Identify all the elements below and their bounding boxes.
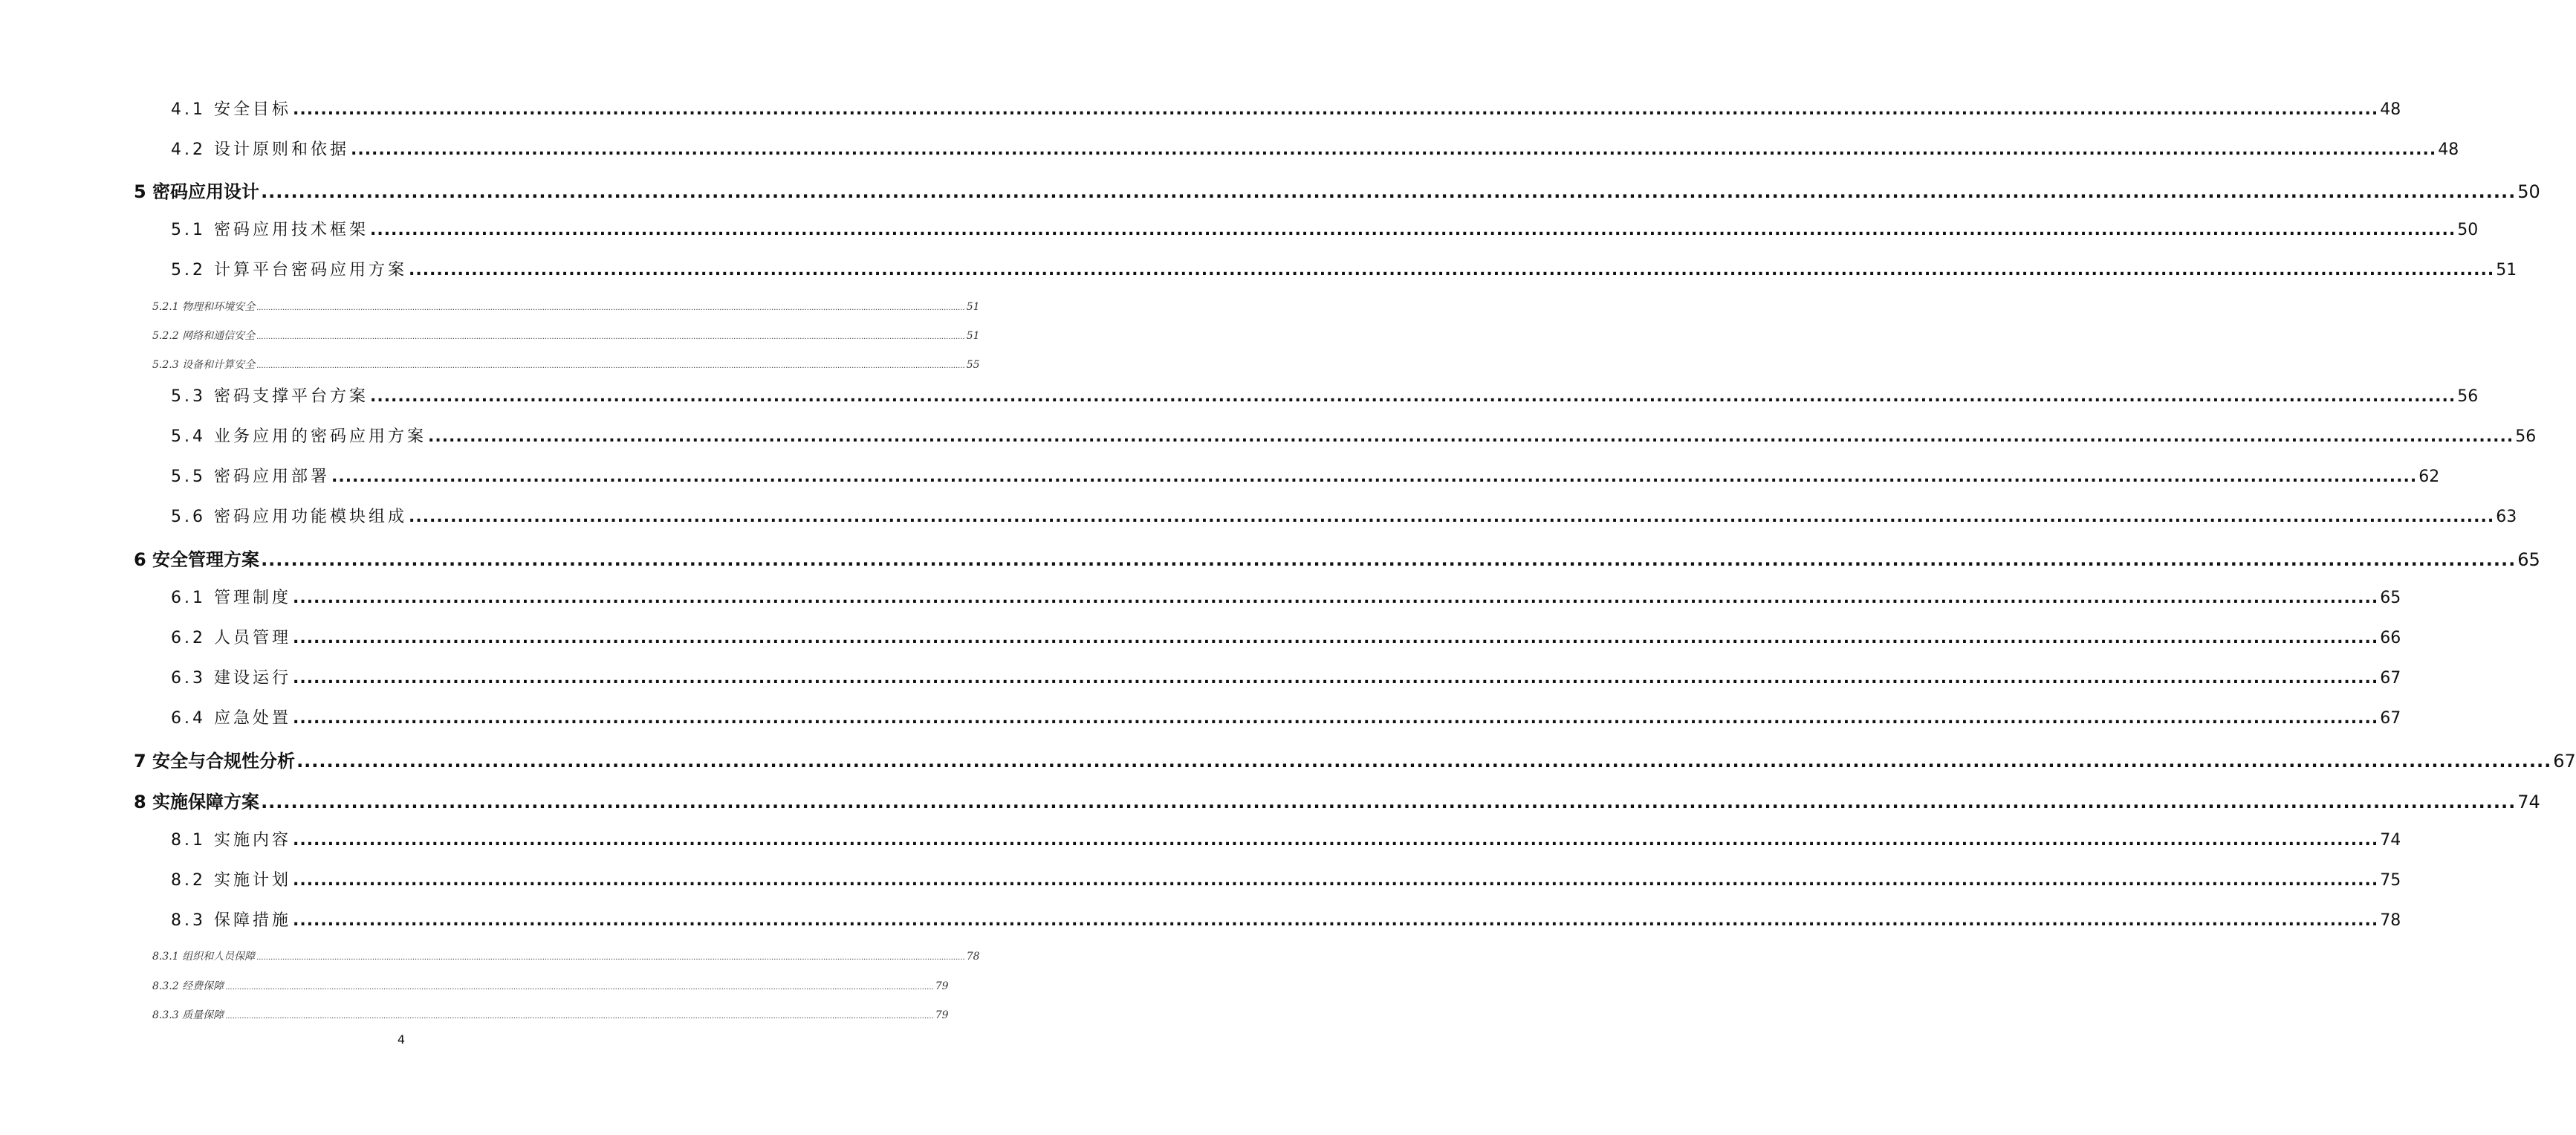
toc-entry-page: 51	[2496, 261, 2517, 279]
toc-entry-label: 5.2.2 网络和通信安全	[152, 330, 256, 342]
toc-entry[interactable]	[134, 177, 2540, 202]
toc-entry[interactable]	[171, 137, 2459, 161]
toc-entry-label: 4.2 设计原则和依据	[171, 140, 349, 159]
toc-entry-label: 8.3.3 质量保障	[152, 1009, 224, 1021]
dot-leader: ............................................................................................................................................................................................................................................................................................................	[369, 221, 2456, 239]
toc-entry-page: 67	[2553, 751, 2576, 772]
dot-leader: ............................................................................................................................................................................................................................................................................................................	[408, 508, 2495, 526]
toc-entry-label: 6.2 人员管理	[171, 629, 291, 647]
dot-leader: ............................................................................................................................................................................................................................................................................................................	[261, 181, 2517, 202]
toc-entry-page: 56	[2457, 387, 2479, 406]
toc-entry-page: 75	[2380, 871, 2401, 890]
toc-entry-page: 55	[966, 359, 980, 371]
dot-leader: ............................................................................................................................................................................................................................................................................................................	[292, 629, 2379, 647]
toc-entry[interactable]	[134, 746, 2576, 772]
toc-entry-page: 51	[966, 301, 980, 313]
toc-entry[interactable]	[171, 585, 2401, 609]
dot-leader: ............................................................................................................................................................................................................................................................................................................	[296, 751, 2552, 772]
toc-entry[interactable]	[134, 545, 2540, 570]
toc-entry-label: 8 实施保障方案	[134, 792, 260, 812]
toc-entry-page: 78	[2380, 911, 2401, 930]
dot-leader: ............................................................................................................................................................................................................................................................................................................	[292, 589, 2379, 607]
dot-leader: ............................................................................................................................................................................................................................................................................................................	[225, 1012, 934, 1021]
toc-entry[interactable]	[152, 328, 980, 343]
dot-leader: ............................................................................................................................................................................................................................................................................................................	[256, 954, 965, 962]
toc-entry[interactable]	[171, 464, 2440, 488]
toc-entry[interactable]	[171, 217, 2479, 241]
toc-entry[interactable]	[171, 827, 2401, 851]
toc-entry-page: 78	[966, 951, 980, 963]
toc-entry[interactable]	[134, 787, 2540, 812]
toc-entry[interactable]	[171, 424, 2537, 447]
toc-entry-label: 5.2.1 物理和环境安全	[152, 301, 256, 313]
toc-entry-label: 5.2.3 设备和计算安全	[152, 359, 256, 371]
toc-entry[interactable]	[171, 705, 2401, 729]
dot-leader: ............................................................................................................................................................................................................................................................................................................	[292, 709, 2379, 728]
toc-entry-label: 6 安全管理方案	[134, 549, 260, 570]
toc-entry-page: 56	[2515, 427, 2537, 446]
toc-entry[interactable]	[152, 978, 949, 993]
toc-entry[interactable]	[171, 384, 2479, 407]
dot-leader: ............................................................................................................................................................................................................................................................................................................	[256, 362, 965, 370]
toc-entry-page: 79	[935, 1009, 949, 1021]
toc-entry-page: 50	[2517, 181, 2540, 202]
toc-entry-label: 8.2 实施计划	[171, 871, 291, 890]
toc-entry[interactable]	[171, 97, 2401, 120]
toc-entry[interactable]	[171, 867, 2401, 891]
toc-entry-page: 66	[2380, 629, 2401, 647]
toc-entry-label: 8.3.1 组织和人员保障	[152, 951, 256, 963]
dot-leader: ............................................................................................................................................................................................................................................................................................................	[350, 140, 2437, 159]
toc-entry-page: 51	[966, 330, 980, 342]
toc-entry-label: 5 密码应用设计	[134, 181, 260, 202]
toc-entry-label: 5.6 密码应用功能模块组成	[171, 508, 407, 526]
dot-leader: ............................................................................................................................................................................................................................................................................................................	[256, 333, 965, 341]
toc-entry[interactable]	[152, 1007, 949, 1022]
toc-entry-label: 8.3 保障措施	[171, 911, 291, 930]
toc-entry[interactable]	[152, 299, 980, 314]
toc-entry-label: 8.1 实施内容	[171, 831, 291, 850]
dot-leader: ............................................................................................................................................................................................................................................................................................................	[331, 468, 2418, 486]
toc-entry-label: 5.5 密码应用部署	[171, 468, 330, 486]
toc-entry-page: 48	[2438, 140, 2459, 159]
toc-entry-label: 5.2 计算平台密码应用方案	[171, 261, 407, 279]
dot-leader: ............................................................................................................................................................................................................................................................................................................	[261, 549, 2517, 570]
dot-leader: ............................................................................................................................................................................................................................................................................................................	[292, 871, 2379, 890]
toc-entry[interactable]	[171, 665, 2401, 689]
toc-entry-page: 65	[2517, 549, 2540, 570]
toc-entry-page: 79	[935, 980, 949, 992]
dot-leader: ............................................................................................................................................................................................................................................................................................................	[292, 911, 2379, 930]
toc-entry-page: 62	[2418, 468, 2440, 486]
toc-entry-label: 6.4 应急处置	[171, 709, 291, 728]
dot-leader: ............................................................................................................................................................................................................................................................................................................	[427, 427, 2514, 446]
dot-leader: ............................................................................................................................................................................................................................................................................................................	[292, 669, 2379, 688]
dot-leader: ............................................................................................................................................................................................................................................................................................................	[225, 983, 934, 992]
toc-entry[interactable]	[171, 504, 2517, 528]
toc-entry-page: 48	[2380, 100, 2401, 119]
toc-entry-label: 5.1 密码应用技术框架	[171, 221, 369, 239]
toc-entry-page: 50	[2457, 221, 2479, 239]
toc-entry-page: 74	[2517, 792, 2540, 812]
toc-entry-label: 8.3.2 经费保障	[152, 980, 224, 992]
toc-entry-page: 63	[2496, 508, 2517, 526]
toc-entry-page: 67	[2380, 669, 2401, 688]
toc-entry[interactable]	[171, 257, 2517, 281]
toc-entry-page: 74	[2380, 831, 2401, 850]
toc-entry[interactable]	[152, 948, 980, 963]
toc-entry-page: 65	[2380, 589, 2401, 607]
page-number: 4	[397, 1032, 406, 1047]
dot-leader: ............................................................................................................................................................................................................................................................................................................	[369, 387, 2456, 406]
toc-entry-label: 6.1 管理制度	[171, 589, 291, 607]
dot-leader: ............................................................................................................................................................................................................................................................................................................	[292, 831, 2379, 850]
toc-entry[interactable]	[171, 908, 2401, 931]
toc-entry-label: 6.3 建设运行	[171, 669, 291, 688]
toc-entry-page: 67	[2380, 709, 2401, 728]
toc-entry-label: 4.1 安全目标	[171, 100, 291, 119]
dot-leader: ............................................................................................................................................................................................................................................................................................................	[256, 304, 965, 312]
toc-entry-label: 7 安全与合规性分析	[134, 751, 296, 772]
dot-leader: ............................................................................................................................................................................................................................................................................................................	[292, 100, 2379, 119]
toc-entry-label: 5.4 业务应用的密码应用方案	[171, 427, 426, 446]
dot-leader: ............................................................................................................................................................................................................................................................................................................	[408, 261, 2495, 279]
toc-entry-label: 5.3 密码支撑平台方案	[171, 387, 369, 406]
toc-entry[interactable]	[171, 625, 2401, 649]
dot-leader: ............................................................................................................................................................................................................................................................................................................	[261, 792, 2517, 812]
toc-entry[interactable]	[152, 357, 980, 372]
